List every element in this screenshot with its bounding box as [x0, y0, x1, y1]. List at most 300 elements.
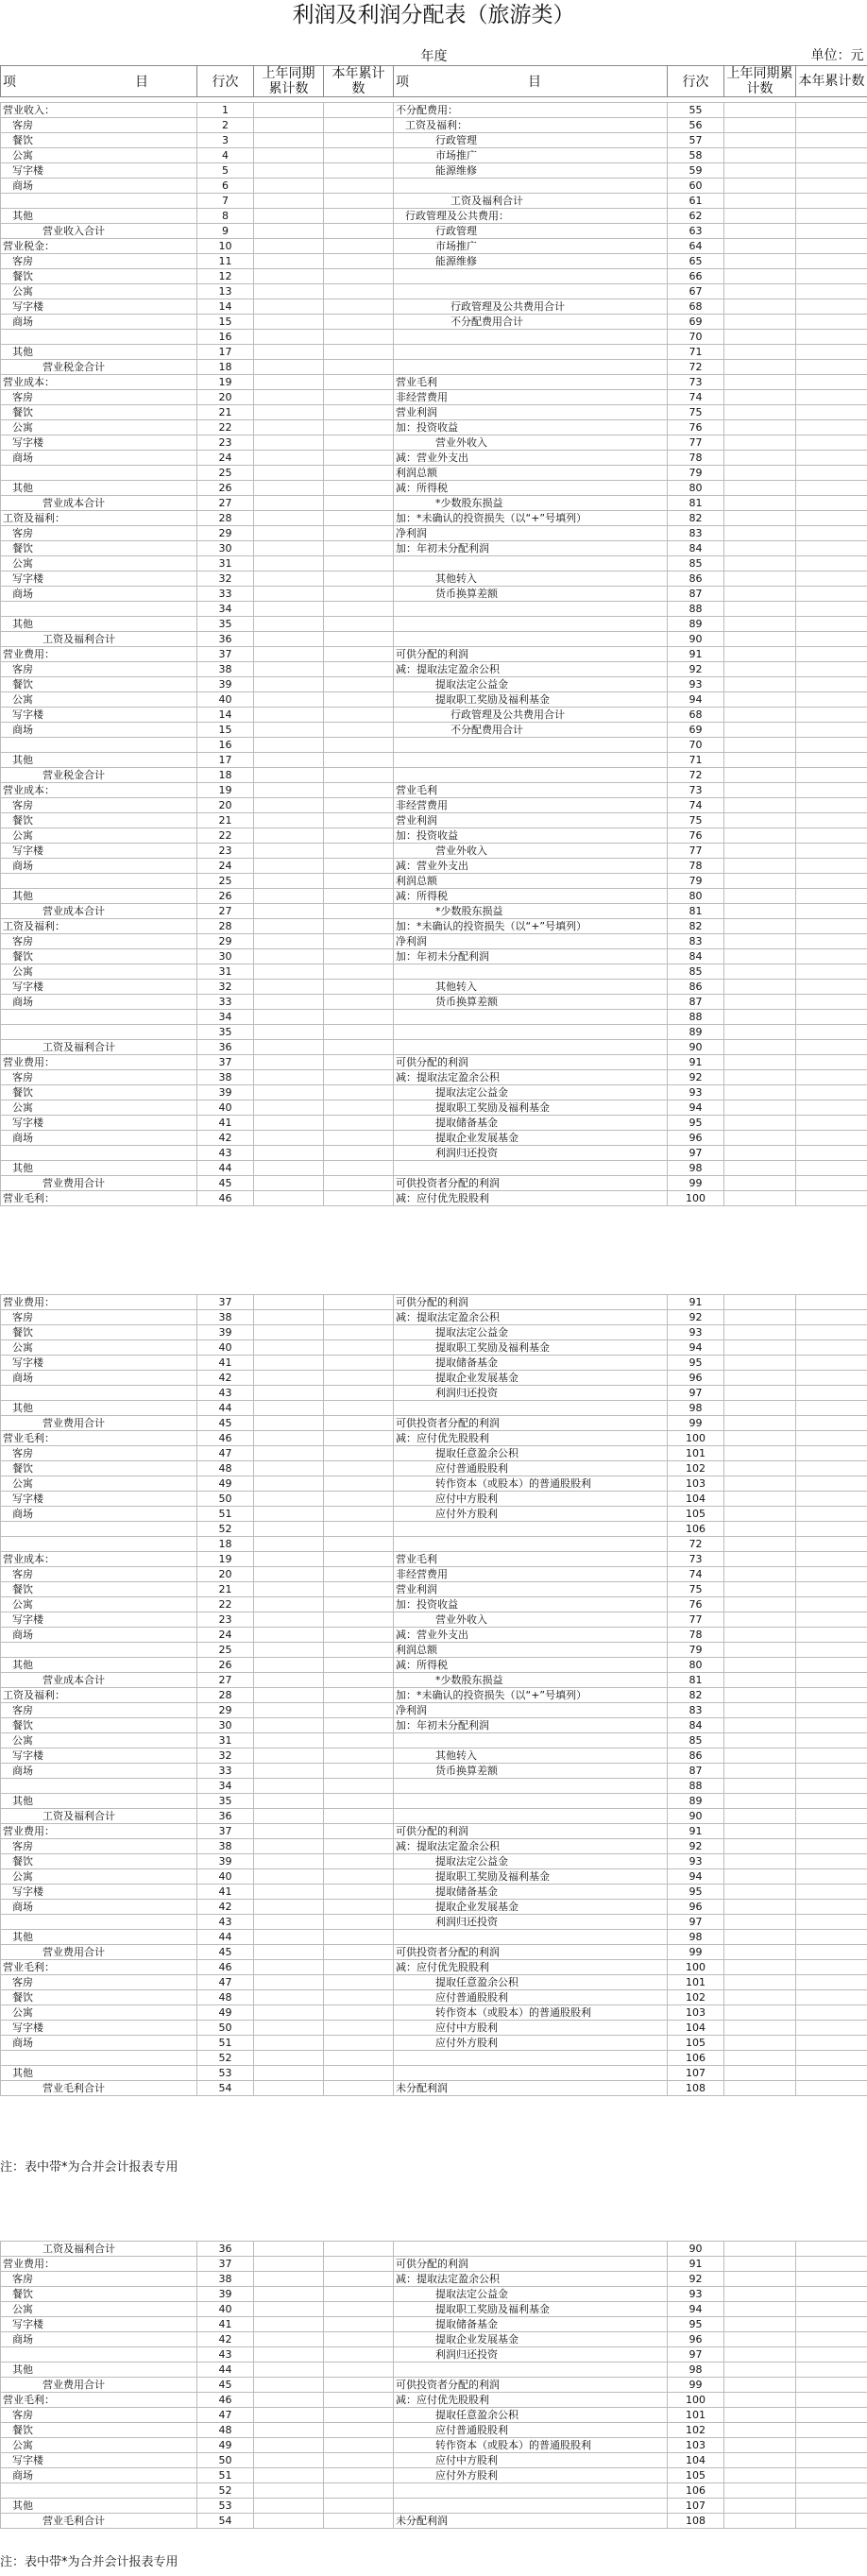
prev-value-right[interactable] [724, 163, 796, 179]
curr-value-left[interactable] [324, 330, 394, 345]
prev-value-right[interactable] [724, 2408, 796, 2423]
curr-value-right[interactable] [796, 1386, 867, 1401]
prev-value-right[interactable] [724, 1960, 796, 1975]
prev-value-left[interactable] [254, 1146, 324, 1161]
prev-value-left[interactable] [254, 451, 324, 466]
curr-value-left[interactable] [324, 2317, 394, 2332]
prev-value-right[interactable] [724, 1356, 796, 1371]
prev-value-right[interactable] [724, 1703, 796, 1718]
prev-value-left[interactable] [254, 2363, 324, 2378]
curr-value-right[interactable] [796, 511, 867, 526]
prev-value-right[interactable] [724, 1552, 796, 1567]
prev-value-left[interactable] [254, 2257, 324, 2272]
prev-value-right[interactable] [724, 299, 796, 315]
prev-value-left[interactable] [254, 934, 324, 949]
curr-value-right[interactable] [796, 904, 867, 919]
curr-value-left[interactable] [324, 1146, 394, 1161]
prev-value-right[interactable] [724, 209, 796, 224]
curr-value-right[interactable] [796, 844, 867, 859]
curr-value-left[interactable] [324, 1567, 394, 1582]
prev-value-right[interactable] [724, 2438, 796, 2453]
prev-value-left[interactable] [254, 420, 324, 435]
curr-value-right[interactable] [796, 2347, 867, 2363]
prev-value-left[interactable] [254, 1658, 324, 1673]
curr-value-left[interactable] [324, 2051, 394, 2066]
prev-value-right[interactable] [724, 1764, 796, 1779]
curr-value-left[interactable] [324, 828, 394, 844]
prev-value-left[interactable] [254, 1295, 324, 1310]
curr-value-right[interactable] [796, 1085, 867, 1100]
prev-value-right[interactable] [724, 2378, 796, 2393]
curr-value-left[interactable] [324, 587, 394, 602]
prev-value-right[interactable] [724, 1749, 796, 1764]
curr-value-left[interactable] [324, 284, 394, 299]
curr-value-left[interactable] [324, 677, 394, 692]
prev-value-left[interactable] [254, 783, 324, 798]
prev-value-right[interactable] [724, 345, 796, 360]
curr-value-right[interactable] [796, 889, 867, 904]
prev-value-left[interactable] [254, 1567, 324, 1582]
curr-value-left[interactable] [324, 2378, 394, 2393]
prev-value-right[interactable] [724, 1839, 796, 1854]
curr-value-left[interactable] [324, 1703, 394, 1718]
curr-value-left[interactable] [324, 481, 394, 496]
curr-value-right[interactable] [796, 692, 867, 708]
prev-value-right[interactable] [724, 390, 796, 405]
curr-value-right[interactable] [796, 1930, 867, 1945]
curr-value-right[interactable] [796, 2302, 867, 2317]
prev-value-left[interactable] [254, 980, 324, 995]
curr-value-right[interactable] [796, 602, 867, 617]
prev-value-left[interactable] [254, 2036, 324, 2051]
curr-value-right[interactable] [796, 375, 867, 390]
curr-value-right[interactable] [796, 1628, 867, 1643]
prev-value-left[interactable] [254, 1161, 324, 1176]
prev-value-right[interactable] [724, 2066, 796, 2081]
curr-value-left[interactable] [324, 1010, 394, 1025]
curr-value-left[interactable] [324, 1733, 394, 1749]
prev-value-left[interactable] [254, 859, 324, 874]
prev-value-left[interactable] [254, 1386, 324, 1401]
curr-value-right[interactable] [796, 1703, 867, 1718]
prev-value-left[interactable] [254, 1025, 324, 1040]
prev-value-right[interactable] [724, 315, 796, 330]
curr-value-right[interactable] [796, 1146, 867, 1161]
prev-value-left[interactable] [254, 209, 324, 224]
curr-value-right[interactable] [796, 1990, 867, 2005]
prev-value-left[interactable] [254, 2378, 324, 2393]
curr-value-right[interactable] [796, 1809, 867, 1824]
curr-value-right[interactable] [796, 194, 867, 209]
prev-value-right[interactable] [724, 1537, 796, 1552]
prev-value-right[interactable] [724, 980, 796, 995]
curr-value-left[interactable] [324, 254, 394, 269]
prev-value-left[interactable] [254, 1612, 324, 1628]
prev-value-right[interactable] [724, 284, 796, 299]
curr-value-right[interactable] [796, 2257, 867, 2272]
prev-value-right[interactable] [724, 239, 796, 254]
curr-value-left[interactable] [324, 1688, 394, 1703]
prev-value-right[interactable] [724, 1522, 796, 1537]
prev-value-right[interactable] [724, 1416, 796, 1431]
curr-value-right[interactable] [796, 1176, 867, 1191]
curr-value-right[interactable] [796, 2272, 867, 2287]
prev-value-left[interactable] [254, 1885, 324, 1900]
prev-value-right[interactable] [724, 1658, 796, 1673]
curr-value-right[interactable] [796, 1100, 867, 1116]
prev-value-right[interactable] [724, 2453, 796, 2468]
prev-value-left[interactable] [254, 1869, 324, 1885]
prev-value-right[interactable] [724, 904, 796, 919]
prev-value-right[interactable] [724, 1597, 796, 1612]
curr-value-right[interactable] [796, 995, 867, 1010]
prev-value-left[interactable] [254, 738, 324, 753]
curr-value-left[interactable] [324, 224, 394, 239]
curr-value-left[interactable] [324, 163, 394, 179]
curr-value-left[interactable] [324, 692, 394, 708]
prev-value-right[interactable] [724, 783, 796, 798]
curr-value-left[interactable] [324, 2514, 394, 2529]
prev-value-right[interactable] [724, 2021, 796, 2036]
curr-value-left[interactable] [324, 239, 394, 254]
prev-value-right[interactable] [724, 2514, 796, 2529]
prev-value-right[interactable] [724, 859, 796, 874]
prev-value-right[interactable] [724, 1915, 796, 1930]
curr-value-left[interactable] [324, 1386, 394, 1401]
prev-value-right[interactable] [724, 269, 796, 284]
prev-value-right[interactable] [724, 224, 796, 239]
prev-value-left[interactable] [254, 1116, 324, 1131]
prev-value-left[interactable] [254, 2051, 324, 2066]
prev-value-left[interactable] [254, 511, 324, 526]
curr-value-left[interactable] [324, 753, 394, 768]
curr-value-right[interactable] [796, 1839, 867, 1854]
curr-value-right[interactable] [796, 1764, 867, 1779]
curr-value-right[interactable] [796, 435, 867, 451]
prev-value-left[interactable] [254, 1945, 324, 1960]
prev-value-left[interactable] [254, 1900, 324, 1915]
curr-value-left[interactable] [324, 2393, 394, 2408]
curr-value-left[interactable] [324, 980, 394, 995]
curr-value-left[interactable] [324, 1070, 394, 1085]
prev-value-left[interactable] [254, 1176, 324, 1191]
curr-value-right[interactable] [796, 2081, 867, 2096]
curr-value-right[interactable] [796, 269, 867, 284]
curr-value-left[interactable] [324, 1522, 394, 1537]
curr-value-left[interactable] [324, 1612, 394, 1628]
prev-value-right[interactable] [724, 949, 796, 964]
curr-value-left[interactable] [324, 103, 394, 118]
prev-value-right[interactable] [724, 889, 796, 904]
curr-value-left[interactable] [324, 556, 394, 571]
curr-value-left[interactable] [324, 2453, 394, 2468]
curr-value-left[interactable] [324, 269, 394, 284]
curr-value-left[interactable] [324, 1749, 394, 1764]
curr-value-right[interactable] [796, 1869, 867, 1885]
curr-value-left[interactable] [324, 1116, 394, 1131]
prev-value-left[interactable] [254, 466, 324, 481]
prev-value-right[interactable] [724, 2242, 796, 2257]
curr-value-right[interactable] [796, 2363, 867, 2378]
prev-value-right[interactable] [724, 2468, 796, 2483]
curr-value-left[interactable] [324, 1945, 394, 1960]
curr-value-right[interactable] [796, 677, 867, 692]
prev-value-right[interactable] [724, 1733, 796, 1749]
prev-value-left[interactable] [254, 435, 324, 451]
curr-value-left[interactable] [324, 2483, 394, 2499]
curr-value-right[interactable] [796, 1476, 867, 1492]
curr-value-right[interactable] [796, 481, 867, 496]
curr-value-left[interactable] [324, 541, 394, 556]
curr-value-right[interactable] [796, 1975, 867, 1990]
curr-value-right[interactable] [796, 118, 867, 133]
curr-value-left[interactable] [324, 118, 394, 133]
curr-value-left[interactable] [324, 1915, 394, 1930]
prev-value-right[interactable] [724, 647, 796, 662]
prev-value-left[interactable] [254, 1733, 324, 1749]
prev-value-left[interactable] [254, 526, 324, 541]
prev-value-right[interactable] [724, 934, 796, 949]
curr-value-left[interactable] [324, 345, 394, 360]
curr-value-right[interactable] [796, 466, 867, 481]
prev-value-right[interactable] [724, 1643, 796, 1658]
curr-value-left[interactable] [324, 496, 394, 511]
prev-value-left[interactable] [254, 269, 324, 284]
prev-value-right[interactable] [724, 1116, 796, 1131]
prev-value-left[interactable] [254, 254, 324, 269]
curr-value-left[interactable] [324, 360, 394, 375]
curr-value-right[interactable] [796, 1010, 867, 1025]
prev-value-right[interactable] [724, 1945, 796, 1960]
prev-value-right[interactable] [724, 1673, 796, 1688]
curr-value-left[interactable] [324, 964, 394, 980]
prev-value-right[interactable] [724, 1055, 796, 1070]
curr-value-left[interactable] [324, 299, 394, 315]
prev-value-left[interactable] [254, 2287, 324, 2302]
prev-value-right[interactable] [724, 466, 796, 481]
prev-value-left[interactable] [254, 1975, 324, 1990]
prev-value-right[interactable] [724, 1900, 796, 1915]
curr-value-left[interactable] [324, 1673, 394, 1688]
curr-value-right[interactable] [796, 2393, 867, 2408]
curr-value-right[interactable] [796, 1885, 867, 1900]
prev-value-left[interactable] [254, 1582, 324, 1597]
curr-value-right[interactable] [796, 451, 867, 466]
curr-value-left[interactable] [324, 2066, 394, 2081]
curr-value-right[interactable] [796, 2453, 867, 2468]
prev-value-left[interactable] [254, 632, 324, 647]
curr-value-left[interactable] [324, 1356, 394, 1371]
curr-value-right[interactable] [796, 2423, 867, 2438]
curr-value-right[interactable] [796, 1040, 867, 1055]
curr-value-right[interactable] [796, 2036, 867, 2051]
curr-value-left[interactable] [324, 1975, 394, 1990]
prev-value-left[interactable] [254, 723, 324, 738]
prev-value-left[interactable] [254, 2302, 324, 2317]
prev-value-left[interactable] [254, 2408, 324, 2423]
prev-value-right[interactable] [724, 179, 796, 194]
curr-value-left[interactable] [324, 647, 394, 662]
prev-value-left[interactable] [254, 2021, 324, 2036]
curr-value-left[interactable] [324, 949, 394, 964]
curr-value-left[interactable] [324, 1055, 394, 1070]
curr-value-right[interactable] [796, 2287, 867, 2302]
curr-value-left[interactable] [324, 1025, 394, 1040]
prev-value-left[interactable] [254, 1643, 324, 1658]
prev-value-left[interactable] [254, 1552, 324, 1567]
curr-value-right[interactable] [796, 1131, 867, 1146]
curr-value-left[interactable] [324, 1628, 394, 1643]
prev-value-left[interactable] [254, 1718, 324, 1733]
curr-value-left[interactable] [324, 2036, 394, 2051]
curr-value-right[interactable] [796, 647, 867, 662]
curr-value-left[interactable] [324, 1401, 394, 1416]
prev-value-right[interactable] [724, 1567, 796, 1582]
curr-value-left[interactable] [324, 466, 394, 481]
curr-value-left[interactable] [324, 1537, 394, 1552]
curr-value-right[interactable] [796, 103, 867, 118]
curr-value-left[interactable] [324, 1885, 394, 1900]
curr-value-left[interactable] [324, 1900, 394, 1915]
curr-value-left[interactable] [324, 1764, 394, 1779]
curr-value-left[interactable] [324, 1325, 394, 1340]
curr-value-left[interactable] [324, 1809, 394, 1824]
curr-value-right[interactable] [796, 1688, 867, 1703]
curr-value-right[interactable] [796, 2438, 867, 2453]
curr-value-right[interactable] [796, 1025, 867, 1040]
curr-value-right[interactable] [796, 587, 867, 602]
curr-value-right[interactable] [796, 934, 867, 949]
prev-value-left[interactable] [254, 496, 324, 511]
curr-value-left[interactable] [324, 1461, 394, 1476]
curr-value-right[interactable] [796, 949, 867, 964]
curr-value-left[interactable] [324, 1040, 394, 1055]
curr-value-right[interactable] [796, 1854, 867, 1869]
prev-value-right[interactable] [724, 587, 796, 602]
prev-value-left[interactable] [254, 1915, 324, 1930]
curr-value-left[interactable] [324, 2005, 394, 2021]
curr-value-right[interactable] [796, 2408, 867, 2423]
curr-value-right[interactable] [796, 1537, 867, 1552]
prev-value-left[interactable] [254, 194, 324, 209]
curr-value-left[interactable] [324, 2332, 394, 2347]
curr-value-right[interactable] [796, 1446, 867, 1461]
curr-value-left[interactable] [324, 995, 394, 1010]
curr-value-right[interactable] [796, 179, 867, 194]
curr-value-right[interactable] [796, 1824, 867, 1839]
curr-value-right[interactable] [796, 571, 867, 587]
curr-value-right[interactable] [796, 1416, 867, 1431]
curr-value-left[interactable] [324, 2347, 394, 2363]
curr-value-left[interactable] [324, 889, 394, 904]
prev-value-right[interactable] [724, 2483, 796, 2499]
curr-value-right[interactable] [796, 1507, 867, 1522]
curr-value-right[interactable] [796, 2499, 867, 2514]
curr-value-right[interactable] [796, 1325, 867, 1340]
prev-value-right[interactable] [724, 1295, 796, 1310]
curr-value-left[interactable] [324, 2257, 394, 2272]
curr-value-left[interactable] [324, 904, 394, 919]
curr-value-right[interactable] [796, 662, 867, 677]
prev-value-left[interactable] [254, 2066, 324, 2081]
prev-value-left[interactable] [254, 1809, 324, 1824]
prev-value-left[interactable] [254, 874, 324, 889]
prev-value-left[interactable] [254, 708, 324, 723]
curr-value-left[interactable] [324, 768, 394, 783]
curr-value-left[interactable] [324, 662, 394, 677]
curr-value-left[interactable] [324, 1839, 394, 1854]
curr-value-left[interactable] [324, 1718, 394, 1733]
prev-value-right[interactable] [724, 1492, 796, 1507]
curr-value-right[interactable] [796, 1567, 867, 1582]
prev-value-right[interactable] [724, 768, 796, 783]
prev-value-right[interactable] [724, 844, 796, 859]
curr-value-left[interactable] [324, 798, 394, 813]
prev-value-left[interactable] [254, 1764, 324, 1779]
prev-value-right[interactable] [724, 2317, 796, 2332]
prev-value-right[interactable] [724, 2257, 796, 2272]
prev-value-left[interactable] [254, 768, 324, 783]
prev-value-right[interactable] [724, 2272, 796, 2287]
curr-value-right[interactable] [796, 798, 867, 813]
curr-value-left[interactable] [324, 1176, 394, 1191]
prev-value-left[interactable] [254, 1628, 324, 1643]
prev-value-left[interactable] [254, 1416, 324, 1431]
curr-value-right[interactable] [796, 1900, 867, 1915]
curr-value-right[interactable] [796, 2332, 867, 2347]
prev-value-right[interactable] [724, 964, 796, 980]
curr-value-left[interactable] [324, 2302, 394, 2317]
prev-value-left[interactable] [254, 2347, 324, 2363]
prev-value-left[interactable] [254, 919, 324, 934]
curr-value-left[interactable] [324, 1779, 394, 1794]
curr-value-left[interactable] [324, 1960, 394, 1975]
curr-value-right[interactable] [796, 1597, 867, 1612]
prev-value-left[interactable] [254, 571, 324, 587]
curr-value-left[interactable] [324, 1597, 394, 1612]
prev-value-right[interactable] [724, 1010, 796, 1025]
curr-value-left[interactable] [324, 179, 394, 194]
prev-value-right[interactable] [724, 2347, 796, 2363]
prev-value-right[interactable] [724, 481, 796, 496]
prev-value-right[interactable] [724, 2051, 796, 2066]
curr-value-right[interactable] [796, 420, 867, 435]
prev-value-left[interactable] [254, 1131, 324, 1146]
prev-value-right[interactable] [724, 2332, 796, 2347]
prev-value-right[interactable] [724, 1507, 796, 1522]
curr-value-left[interactable] [324, 1552, 394, 1567]
prev-value-left[interactable] [254, 1854, 324, 1869]
curr-value-right[interactable] [796, 315, 867, 330]
prev-value-left[interactable] [254, 889, 324, 904]
curr-value-right[interactable] [796, 2051, 867, 2066]
curr-value-right[interactable] [796, 541, 867, 556]
curr-value-left[interactable] [324, 1191, 394, 1206]
prev-value-left[interactable] [254, 617, 324, 632]
prev-value-right[interactable] [724, 571, 796, 587]
prev-value-right[interactable] [724, 723, 796, 738]
curr-value-right[interactable] [796, 1915, 867, 1930]
prev-value-left[interactable] [254, 1325, 324, 1340]
prev-value-right[interactable] [724, 194, 796, 209]
prev-value-right[interactable] [724, 1628, 796, 1643]
prev-value-left[interactable] [254, 798, 324, 813]
prev-value-right[interactable] [724, 1612, 796, 1628]
curr-value-right[interactable] [796, 556, 867, 571]
curr-value-left[interactable] [324, 315, 394, 330]
curr-value-right[interactable] [796, 708, 867, 723]
prev-value-left[interactable] [254, 179, 324, 194]
